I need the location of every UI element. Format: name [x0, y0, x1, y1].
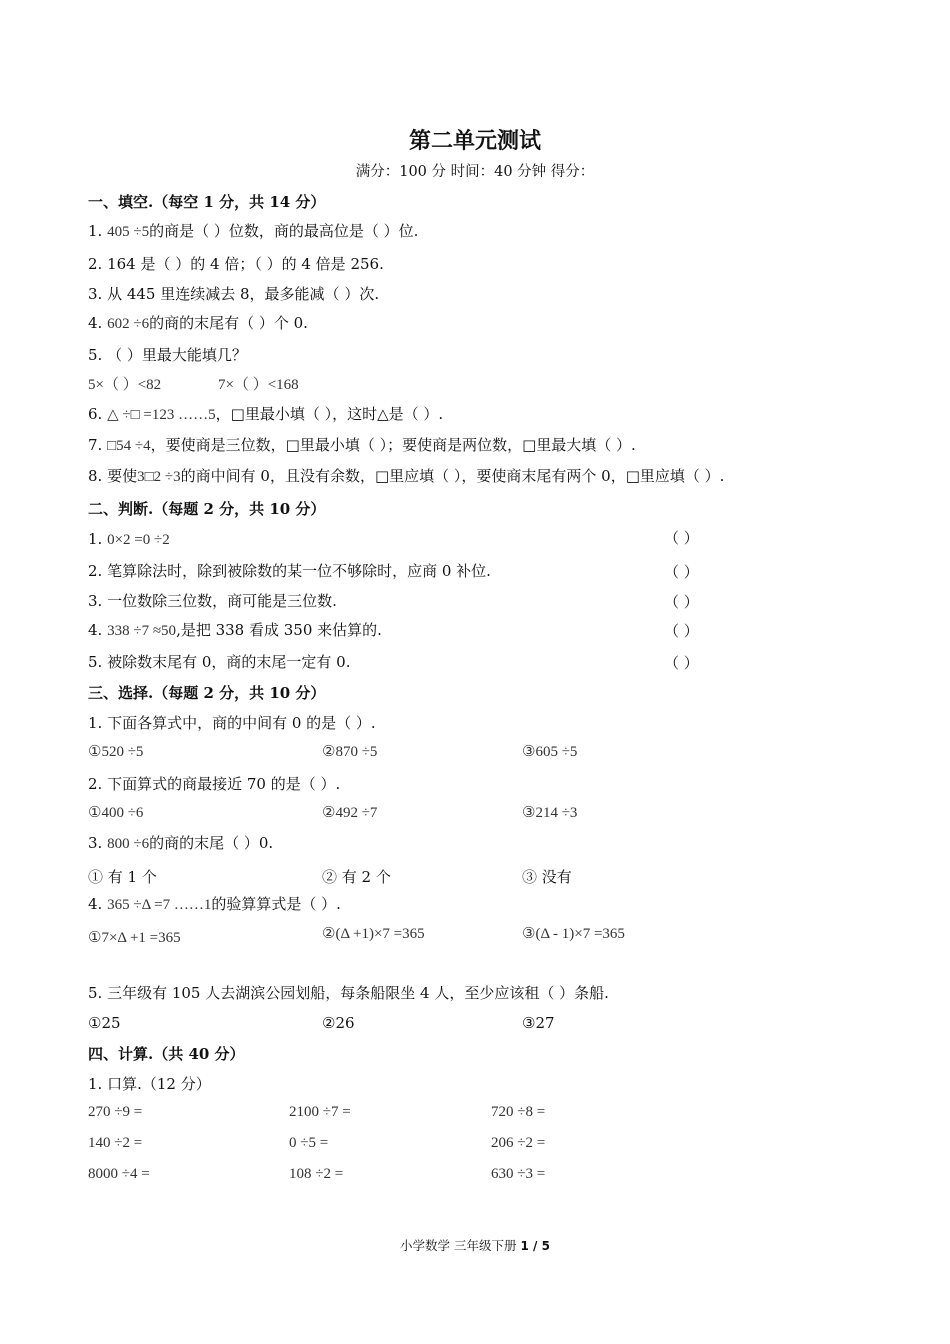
page-footer: 小学数学 三年级下册 1 / 5 — [400, 1238, 550, 1253]
calc-item: 108 ÷2 = — [289, 1166, 344, 1182]
math-expression: 0×2 =0 ÷2 — [107, 532, 170, 548]
math-expression: 602 ÷6 — [107, 316, 150, 332]
section-heading-calc: 四、计算.（共 40 分） — [88, 1045, 245, 1063]
section-heading-fill: 一、填空.（每空 1 分，共 14 分） — [88, 193, 326, 211]
math-expression: 365 ÷Δ =7 ……1 — [107, 897, 212, 913]
judge-question-3: 3. 一位数除三位数，商可能是三位数. — [88, 592, 337, 610]
choice-option: ③214 ÷3 — [522, 805, 578, 821]
fill-question-5: 5. （ ）里最大能填几？ — [88, 346, 247, 364]
page-number: 1 / 5 — [520, 1239, 550, 1253]
judge-question-2: 2. 笔算除法时，除到被除数的某一位不够除时，应商 0 补位. — [88, 562, 491, 580]
choice-option: ②26 — [322, 1014, 355, 1032]
fill-question-7: 7. □54 ÷4，要使商是三位数，□里最小填（ ）；要使商是两位数，□里最大填（ ）. — [88, 436, 636, 454]
choice-question-2: 2. 下面算式的商最接近 70 的是（ ）. — [88, 775, 341, 793]
fill-question-3: 3. 从 445 里连续减去 8，最多能减（ ）次. — [88, 285, 380, 303]
answer-parens: （ ） — [664, 622, 699, 640]
choice-option: ③605 ÷5 — [522, 744, 578, 760]
fill-question-8: 8. 要使3□2 ÷3的商中间有 0，且没有余数，□里应填（ ），要使商末尾有两个 0，□里应填（ ）. — [88, 467, 725, 485]
calc-item: 140 ÷2 = — [88, 1135, 143, 1151]
answer-parens: （ ） — [664, 593, 699, 611]
judge-question-1: 1. 0×2 =0 ÷2 — [88, 530, 170, 548]
choice-question-3: 3. 800 ÷6的商的末尾（ ）0. — [88, 834, 274, 852]
fill-question-2: 2. 164 是（ ）的 4 倍；（ ）的 4 倍是 256. — [88, 255, 384, 273]
choice-option: ③ 没有 — [522, 868, 572, 886]
choice-option: ①7×Δ +1 =365 — [88, 930, 181, 946]
choice-option: ①400 ÷6 — [88, 805, 144, 821]
choice-option: ② 有 2 个 — [322, 868, 391, 886]
math-expression: 3□2 ÷3 — [137, 469, 181, 485]
answer-parens: （ ） — [664, 654, 699, 672]
fill-question-5-expr-b: 7×（ ）<168 — [218, 377, 299, 393]
calc-item: 720 ÷8 = — [491, 1104, 546, 1120]
choice-option: ③(Δ - 1)×7 =365 — [522, 926, 625, 942]
choice-option: ②870 ÷5 — [322, 744, 378, 760]
calc-subheading-oral: 1. 口算.（12 分） — [88, 1075, 211, 1093]
fill-question-4: 4. 602 ÷6的商的末尾有（ ）个 0. — [88, 314, 308, 332]
choice-option: ②(Δ +1)×7 =365 — [322, 926, 425, 942]
math-expression: 405 ÷5 — [107, 224, 150, 240]
calc-item: 206 ÷2 = — [491, 1135, 546, 1151]
calc-item: 0 ÷5 = — [289, 1135, 329, 1151]
choice-question-4: 4. 365 ÷Δ =7 ……1的验算算式是（ ）. — [88, 895, 341, 913]
fill-question-1: 1. 405 ÷5的商是（ ）位数，商的最高位是（ ）位. — [88, 222, 419, 240]
math-expression: 338 ÷7 ≈50 — [107, 623, 177, 639]
exam-meta: 满分：100 分 时间：40 分钟 得分： — [355, 164, 595, 180]
judge-question-4: 4. 338 ÷7 ≈50,是把 338 看成 350 来估算的. — [88, 621, 382, 639]
answer-parens: （ ） — [664, 529, 699, 547]
section-heading-choice: 三、选择.（每题 2 分，共 10 分） — [88, 684, 326, 702]
math-expression: △ ÷□ =123 ……5 — [107, 407, 216, 423]
calc-item: 270 ÷9 = — [88, 1104, 143, 1120]
calc-item: 2100 ÷7 = — [289, 1104, 351, 1120]
choice-question-5: 5. 三年级有 105 人去湖滨公园划船，每条船限坐 4 人，至少应该租（ ）条船. — [88, 984, 609, 1002]
choice-option: ①520 ÷5 — [88, 744, 144, 760]
calc-item: 630 ÷3 = — [491, 1166, 546, 1182]
judge-question-5: 5. 被除数末尾有 0，商的末尾一定有 0. — [88, 653, 351, 671]
answer-parens: （ ） — [664, 563, 699, 581]
fill-question-6: 6. △ ÷□ =123 ……5，□里最小填（ ），这时△是（ ）. — [88, 405, 444, 423]
fill-question-5-expr-a: 5×（ ）<82 — [88, 377, 162, 393]
choice-option: ③27 — [522, 1014, 555, 1032]
math-expression: □54 ÷4 — [107, 438, 151, 454]
calc-item: 8000 ÷4 = — [88, 1166, 150, 1182]
choice-option: ②492 ÷7 — [322, 805, 378, 821]
choice-question-1: 1. 下面各算式中，商的中间有 0 的是（ ）. — [88, 714, 376, 732]
math-expression: 800 ÷6 — [107, 836, 150, 852]
choice-option: ① 有 1 个 — [88, 868, 157, 886]
choice-option: ①25 — [88, 1014, 121, 1032]
section-heading-judge: 二、判断.（每题 2 分，共 10 分） — [88, 500, 326, 518]
page-title: 第二单元测试 — [408, 128, 541, 154]
